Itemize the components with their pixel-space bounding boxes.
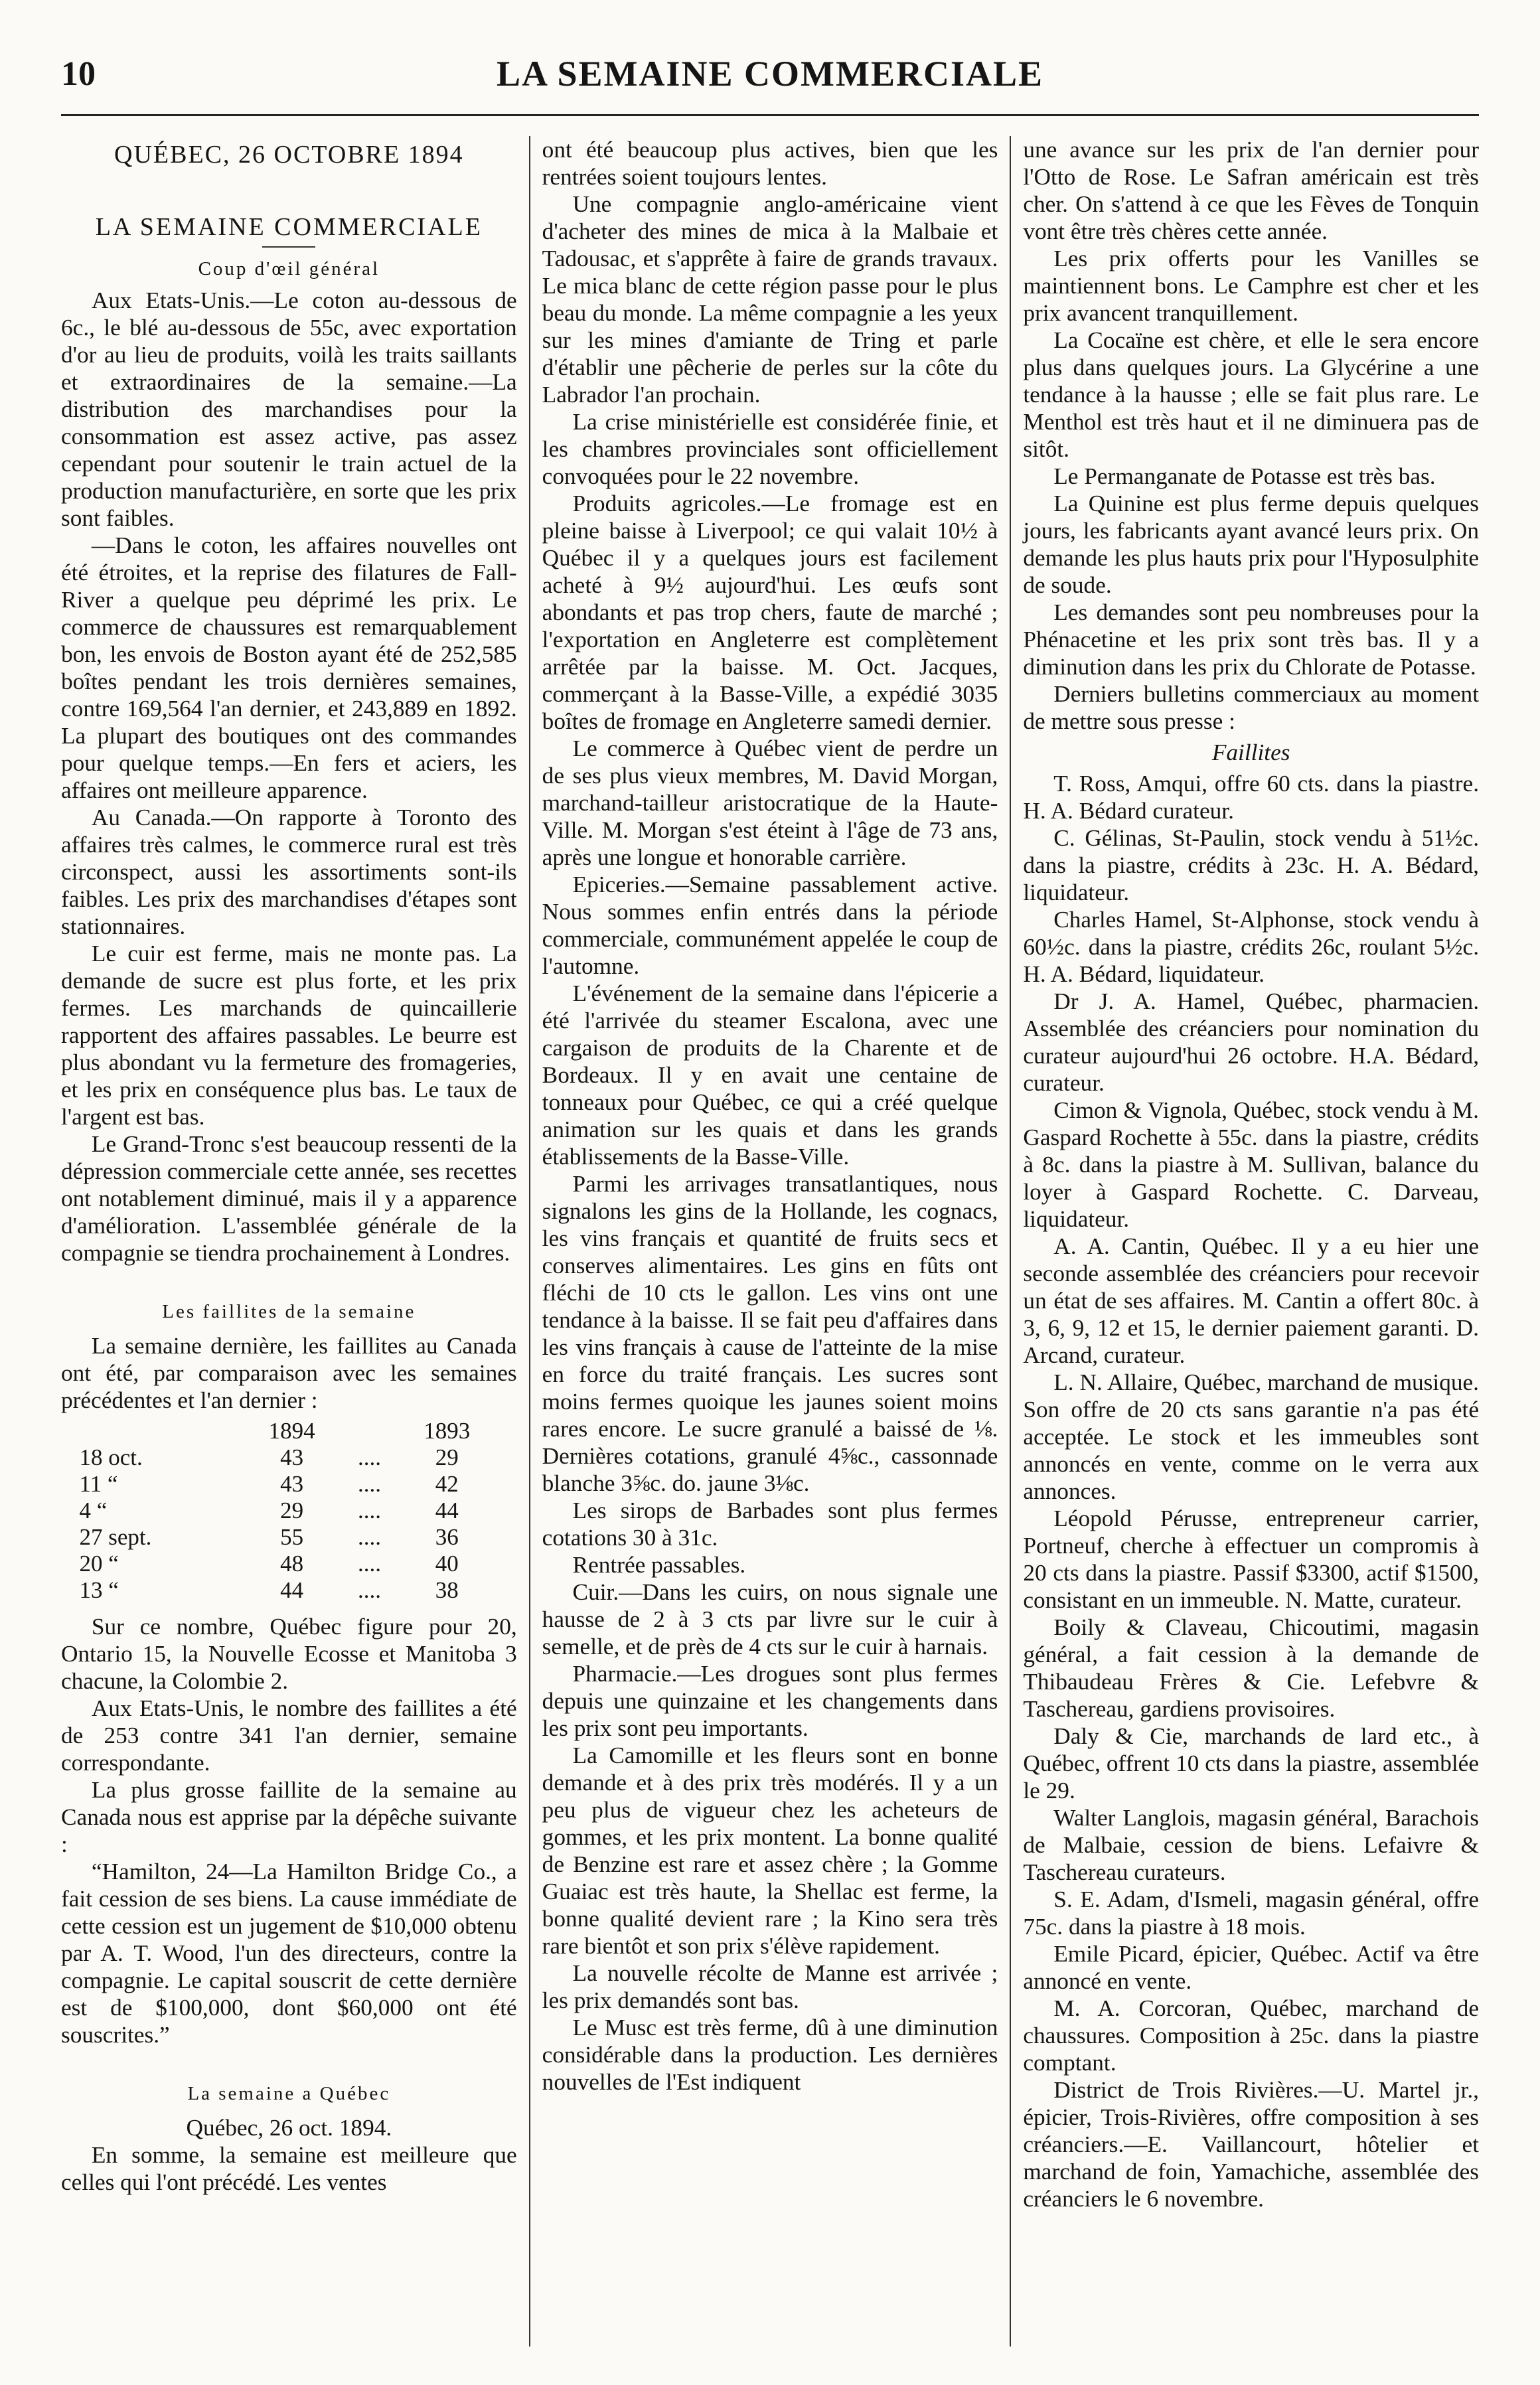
value-1894: 43	[280, 1471, 304, 1497]
paragraph: En somme, la semaine est meilleure que celles qui l'ont précédé. Les ventes	[61, 2142, 517, 2195]
value-1893: 38	[435, 1577, 459, 1603]
table-row	[79, 1444, 499, 1471]
paragraph: La crise ministérielle est considérée finie, et les chambres provinciales sont officiellement convoquées pour le 22 novembre.	[542, 409, 998, 489]
quoted-dispatch: “Hamilton, 24—La Hamilton Bridge Co., a fait cession de ses biens. La cause immédiate de cette cession est un jugement de $10,000 obtenu par A. T. Wood, l'un des directeurs, contre la compagnie. Le capital souscrit de cette dernière est de $100,000, dont $60,000 ont été souscrites.”	[61, 1859, 517, 2048]
leader-dots: ....	[357, 1524, 381, 1550]
value-1894: 55	[280, 1524, 304, 1550]
header-rule	[61, 114, 1479, 116]
bankruptcy-entry: A. A. Cantin, Québec. Il y a eu hier une seconde assemblée des créanciers pour recevoir un état de ses affaires. M. Cantin a offert 80c. à 3, 6, 9, 12 et 15, le dernier paiement garanti. D. Arcand, curateur.	[1023, 1233, 1480, 1368]
value-1894: 48	[280, 1551, 304, 1577]
paragraph: La Camomille et les fleurs sont en bonne demande et à des prix très modérés. Il y a un peu plus de vigueur chez les acheteurs de gommes, et les prix montent. La bonne qualité de Benzine est rare et assez chère ; la Gomme Guaiac est très haute, la Shellac est ferme, la bonne qualité devient rare ; la Kino sera très rare bientôt et son prix s'élève rapidement.	[542, 1742, 998, 1959]
bankruptcy-entry: Daly & Cie, marchands de lard etc., à Québec, offrent 10 cts dans la piastre, assemblée le 29.	[1023, 1723, 1480, 1804]
row-date: 20 “	[79, 1551, 119, 1577]
row-date: 27 sept.	[79, 1524, 152, 1550]
value-1893: 42	[435, 1471, 459, 1497]
value-1894: 44	[280, 1577, 304, 1603]
leader-dots: ....	[357, 1577, 381, 1603]
faillites-title: Les faillites de la semaine	[162, 1301, 416, 1322]
paragraph: Au Canada.—On rapporte à Toronto des affaires très calmes, le commerce rural est très circonspect, aussi les assortiments sont-ils faibles. Les prix des marchandises d'étapes sont stationnaires.	[61, 805, 517, 939]
paragraph: Les sirops de Barbades sont plus fermes cotations 30 à 31c.	[542, 1498, 998, 1551]
paragraph: La nouvelle récolte de Manne est arrivée ; les prix demandés sont bas.	[542, 1960, 998, 2013]
paragraph: Les demandes sont peu nombreuses pour la Phénacetine et les prix sont très bas. Il y a diminution dans les prix du Chlorate de Potasse.	[1023, 599, 1480, 680]
paragraph: Aux Etats-Unis, le nombre des faillites a été de 253 contre 341 l'an dernier, semaine correspondante.	[61, 1695, 517, 1776]
bankruptcy-entry: M. A. Corcoran, Québec, marchand de chaussures. Composition à 25c. dans la piastre comptant.	[1023, 1995, 1480, 2076]
row-date: 11 “	[79, 1471, 118, 1497]
paragraph: La plus grosse faillite de la semaine au Canada nous est apprise par la dépêche suivante :	[61, 1777, 517, 1857]
table-row	[79, 1524, 499, 1551]
paragraph: La semaine dernière, les faillites au Canada ont été, par comparaison avec les semaines précédentes et l'an dernier :	[61, 1333, 517, 1413]
paragraph: Une compagnie anglo-américaine vient d'acheter des mines de mica à la Malbaie et Tadousac, et s'apprête à faire de grands travaux. Le mica blanc de cette région passe pour le plus beau du monde. La même compagnie a les yeux sur les mines d'amiante de Tring et parle d'établir une pêcherie de perles sur la côte du Labrador l'an prochain.	[542, 191, 998, 408]
value-1894: 29	[280, 1498, 304, 1523]
paragraph: Aux Etats-Unis.—Le coton au-dessous de 6c., le blé au-dessous de 55c, avec exportation d'or au lieu de produits, voilà les traits saillants et extraordinaires de la semaine.—La distribution des marchandises pour la consommation est assez active, pas assez cependant pour soutenir le train actuel de la production manufacturière, en sorte que les prix sont faibles.	[61, 287, 517, 531]
value-1893: 44	[435, 1498, 459, 1523]
bankruptcy-entry: L. N. Allaire, Québec, marchand de musique. Son offre de 20 cts sans garantie n'a pas été acceptée. Le stock et les immeubles sont annoncés en vente, comme on le verra aux annonces.	[1023, 1369, 1480, 1504]
paragraph: Sur ce nombre, Québec figure pour 20, Ontario 15, la Nouvelle Ecosse et Manitoba 3 chacune, la Colombie 2.	[61, 1614, 517, 1694]
value-1893: 29	[435, 1444, 459, 1470]
page-number: 10	[61, 55, 96, 93]
paragraph: Le Permanganate de Potasse est très bas.	[1053, 463, 1436, 489]
table-row	[79, 1577, 499, 1604]
table-header	[79, 1418, 499, 1444]
paragraph: Le cuir est ferme, mais ne monte pas. La demande de sucre est plus forte, et les prix fermes. Les marchands de quincaillerie rapportent des affaires passables. Le beurre est plus abondant vu la fermeture des fromageries, et les prix en conséquence plus bas. Le taux de l'argent est bas.	[61, 941, 517, 1130]
table-row	[79, 1471, 499, 1498]
column-header: 1893	[424, 1418, 471, 1444]
column-header: 1894	[268, 1418, 315, 1444]
section-title: LA SEMAINE COMMERCIALE	[95, 213, 483, 241]
paragraph: L'événement de la semaine dans l'épicerie a été l'arrivée du steamer Escalona, avec une cargaison de produits de la Charente et de Bordeaux. Il y en avait une centaine de tonneaux pour Québec, ce qui a créé quelque animation sur les quais et dans les grands établissements de la Basse-Ville.	[542, 980, 998, 1170]
dateline: QUÉBEC, 26 OCTOBRE 1894	[114, 141, 464, 169]
paragraph: —Dans le coton, les affaires nouvelles ont été étroites, et la reprise des filatures de Fall-River a quelque peu déprimé les prix. Le commerce de chaussures est remarquablement bon, les envois de Boston ayant été de 252,585 boîtes pendant les trois dernières semaines, contre 169,564 l'an dernier, et 243,889 en 1892. La plupart des boutiques ont des commandes pour quelque temps.—En fers et aciers, les affaires ont meilleure apparence.	[61, 532, 517, 803]
running-head: LA SEMAINE COMMERCIALE	[496, 54, 1044, 94]
paragraph: Les prix offerts pour les Vanilles se maintiennent bons. Le Camphre est cher et les prix avancent tranquillement.	[1023, 246, 1480, 326]
faillites-heading: Faillites	[1211, 739, 1290, 765]
column-2	[529, 136, 1012, 2347]
bankruptcy-entry: Charles Hamel, St-Alphonse, stock vendu à 60½c. dans la piastre, crédits 26c, roulant 5½c. H. A. Bédard, liquidateur.	[1023, 907, 1480, 987]
value-1893: 36	[435, 1524, 459, 1550]
paragraph: Pharmacie.—Les drogues sont plus fermes depuis une quinzaine et les changements dans les prix sont peu importants.	[542, 1661, 998, 1741]
bankruptcy-entry: T. Ross, Amqui, offre 60 cts. dans la piastre. H. A. Bédard curateur.	[1023, 771, 1480, 824]
paragraph: Le Musc est très ferme, dû à une diminution considérable dans la production. Les dernières nouvelles de l'Est indiquent	[542, 2015, 998, 2095]
paragraph: La Cocaïne est chère, et elle le sera encore plus dans quelques jours. La Glycérine a une tendance à la hausse ; elle se fait plus rare. Le Menthol est très haut et il ne diminuera pas de sitôt.	[1023, 327, 1480, 462]
table-row	[79, 1551, 499, 1577]
bankruptcy-entry: Boily & Claveau, Chicoutimi, magasin général, a fait cession à la demande de Thibaudeau Frères & Cie. Lefebvre & Taschereau, gardiens provisoires.	[1023, 1614, 1480, 1722]
row-date: 13 “	[79, 1577, 119, 1603]
quebec-section-title: La semaine a Québec	[187, 2083, 391, 2104]
leader-dots: ....	[357, 1444, 381, 1470]
bankruptcy-entry: Walter Langlois, magasin général, Barachois de Malbaie, cession de biens. Lefaivre & Taschereau curateurs.	[1023, 1805, 1480, 1885]
bankruptcy-entry: Dr J. A. Hamel, Québec, pharmacien. Assemblée des créanciers pour nomination du curateur aujourd'hui 26 octobre. H.A. Bédard, curateur.	[1023, 988, 1480, 1096]
paragraph: Parmi les arrivages transatlantiques, nous signalons les gins de la Hollande, les cognacs, les vins français et quantité de fruits secs et conserves alimentaires. Les gins en fûts ont fléchi de 10 cts le gallon. Les vins ont une tendance à la baisse. Il se fait peu d'affaires dans les vins français à cause de l'atteinte de la mise en force du traité français. Les sucres sont moins fermes quoique les jaunes soient moins rares encore. Le sucre granulé a baissé de ⅛. Dernières cotations, granulé 4⅝c., cassonnade blanche 3⅝c. do. jaune 3⅛c.	[542, 1171, 998, 1496]
leader-dots: ....	[357, 1551, 381, 1577]
column-3	[1011, 136, 1479, 2347]
bankruptcy-entry: Léopold Pérusse, entrepreneur carrier, Portneuf, cherche à effectuer un compromis à 20 cts dans la piastre. Passif $3300, actif $1500, consistant en un immeuble. N. Matte, curateur.	[1023, 1505, 1480, 1613]
row-date: 4 “	[79, 1498, 108, 1523]
table-row	[79, 1498, 499, 1524]
row-date: 18 oct.	[79, 1444, 143, 1470]
columns	[61, 136, 1479, 2347]
paragraph: Derniers bulletins commerciaux au moment de mettre sous presse :	[1023, 681, 1480, 734]
value-1893: 40	[435, 1551, 459, 1577]
paragraph: ont été beaucoup plus actives, bien que les rentrées soient toujours lentes.	[542, 137, 998, 190]
subsection-title: Coup d'œil général	[198, 258, 380, 279]
bankruptcy-entry: Cimon & Vignola, Québec, stock vendu à M. Gaspard Rochette à 55c. dans la piastre, crédits à 8c. dans la piastre à M. Sullivan, balance du loyer à Gaspard Rochette. C. Darveau, liquidateur.	[1023, 1097, 1480, 1232]
paragraph: Produits agricoles.—Le fromage est en pleine baisse à Liverpool; ce qui valait 10½ à Québec il y a quelques jours est facilement acheté à 9½ aujourd'hui. Les œufs sont abondants et pas trop chers, faute de marché ; l'exportation en Angleterre est complètement arrêtée par la baisse. M. Oct. Jacques, commerçant à la Basse-Ville, a expédié 3035 boîtes de fromage en Angleterre samedi dernier.	[542, 491, 998, 734]
paragraph: Epiceries.—Semaine passablement active. Nous sommes enfin entrés dans la période commerciale, communément appelée le coup de l'automne.	[542, 872, 998, 979]
paragraph: Le Grand-Tronc s'est beaucoup ressenti de la dépression commerciale cette année, ses recettes ont notablement diminué, mais il y a apparence d'amélioration. L'assemblée générale de la compagnie se tiendra prochainement à Londres.	[61, 1131, 517, 1266]
paragraph: Le commerce à Québec vient de perdre un de ses plus vieux membres, M. David Morgan, marchand-tailleur aristocratique de la Haute-Ville. M. Morgan s'est éteint à l'âge de 73 ans, après une longue et honorable carrière.	[542, 735, 998, 870]
paragraph: Cuir.—Dans les cuirs, on nous signale une hausse de 2 à 3 cts par livre sur le cuir à semelle, et de près de 4 cts sur le cuir à harnais.	[542, 1579, 998, 1659]
leader-dots: ....	[357, 1498, 381, 1523]
faillites-table	[79, 1418, 499, 1604]
paragraph: une avance sur les prix de l'an dernier pour l'Otto de Rose. Le Safran américain est très cher. On s'attend à ce que les Fèves de Tonquin vont être très chères cette année.	[1023, 137, 1480, 244]
column-1	[61, 136, 529, 2347]
paragraph: Rentrée passables.	[572, 1552, 746, 1578]
bankruptcy-entry: C. Gélinas, St-Paulin, stock vendu à 51½c. dans la piastre, crédits à 23c. H. A. Bédard, liquidateur.	[1023, 825, 1480, 905]
value-1894: 43	[280, 1444, 304, 1470]
bankruptcy-entry: S. E. Adam, d'Ismeli, magasin général, offre 75c. dans la piastre à 18 mois.	[1023, 1886, 1480, 1940]
bankruptcy-entry: Emile Picard, épicier, Québec. Actif va être annoncé en vente.	[1023, 1941, 1480, 1994]
paragraph: La Quinine est plus ferme depuis quelques jours, les fabricants ayant avancé leurs prix. On demande les plus hauts prix pour l'Hyposulphite de soude.	[1023, 491, 1480, 598]
title-dash	[262, 246, 315, 248]
bankruptcy-entry: District de Trois Rivières.—U. Martel jr., épicier, Trois-Rivières, offre composition à ses créanciers.—E. Vaillancourt, hôtelier et marchand de foin, Yamachiche, assemblée des créanciers le 6 novembre.	[1023, 2077, 1480, 2212]
quebec-dateline: Québec, 26 oct. 1894.	[186, 2115, 392, 2141]
leader-dots: ....	[357, 1471, 381, 1497]
